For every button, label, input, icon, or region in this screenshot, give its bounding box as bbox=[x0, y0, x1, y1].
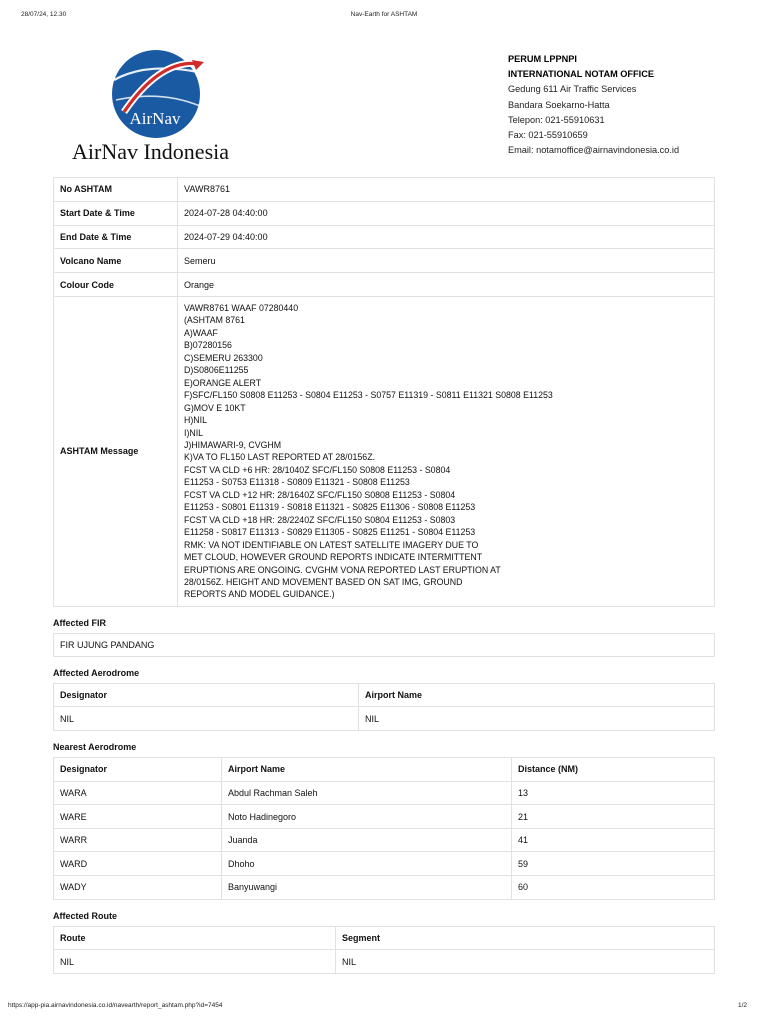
end-date-label: End Date & Time bbox=[54, 225, 178, 249]
start-date-label: Start Date & Time bbox=[54, 201, 178, 225]
designator-cell: WARE bbox=[54, 805, 222, 829]
table-row bbox=[54, 225, 715, 249]
volcano-name-label: Volcano Name bbox=[54, 249, 178, 273]
table-row bbox=[54, 781, 715, 805]
org-office: INTERNATIONAL NOTAM OFFICE bbox=[508, 69, 654, 80]
table-row bbox=[54, 249, 715, 273]
column-header-route: Route bbox=[54, 926, 336, 950]
ashtam-info-table bbox=[53, 177, 715, 607]
affected-fir-value: FIR UJUNG PANDANG bbox=[53, 633, 715, 657]
affected-fir-heading: Affected FIR bbox=[53, 617, 107, 628]
table-row bbox=[54, 852, 715, 876]
distance-cell: 13 bbox=[512, 781, 715, 805]
designator-cell: WARD bbox=[54, 852, 222, 876]
airport-name-cell: Abdul Rachman Saleh bbox=[222, 781, 512, 805]
table-header-row bbox=[54, 758, 715, 782]
print-page-title: Nav-Earth for ASHTAM bbox=[350, 11, 418, 18]
table-row bbox=[54, 876, 715, 900]
no-ashtam-label: No ASHTAM bbox=[54, 178, 178, 202]
org-fax: Fax: 021-55910659 bbox=[508, 130, 588, 141]
designator-cell: WARA bbox=[54, 781, 222, 805]
column-header-distance: Distance (NM) bbox=[512, 758, 715, 782]
nearest-aerodrome-heading: Nearest Aerodrome bbox=[53, 742, 137, 753]
table-row bbox=[54, 707, 715, 731]
designator-cell: WADY bbox=[54, 876, 222, 900]
logo-badge-text: AirNav bbox=[129, 109, 181, 128]
volcano-name-value: Semeru bbox=[178, 249, 715, 273]
airport-name-cell: Noto Hadinegoro bbox=[222, 805, 512, 829]
table-row bbox=[54, 201, 715, 225]
distance-cell: 60 bbox=[512, 876, 715, 900]
airport-name-cell: Dhoho bbox=[222, 852, 512, 876]
designator-cell: WARR bbox=[54, 828, 222, 852]
print-url: https://app-pia.airnavindonesia.co.id/navearth/report_ashtam.php?id=7454 bbox=[8, 1002, 223, 1009]
column-header-designator: Designator bbox=[54, 758, 222, 782]
column-header-designator: Designator bbox=[54, 683, 359, 707]
org-name: PERUM LPPNPI bbox=[508, 54, 577, 64]
distance-cell: 59 bbox=[512, 852, 715, 876]
affected-route-heading: Affected Route bbox=[53, 910, 118, 921]
org-contact-block bbox=[508, 52, 748, 158]
print-timestamp: 28/07/24, 12.30 bbox=[21, 11, 67, 18]
table-header-row bbox=[54, 926, 715, 950]
airport-name-cell: Banyuwangi bbox=[222, 876, 512, 900]
airport-name-cell: Juanda bbox=[222, 828, 512, 852]
affected-route-table bbox=[53, 926, 715, 974]
table-row bbox=[54, 828, 715, 852]
nearest-aerodrome-table bbox=[53, 757, 715, 900]
end-date-value: 2024-07-29 04:40:00 bbox=[178, 225, 715, 249]
route-cell: NIL bbox=[54, 950, 336, 974]
report-body bbox=[53, 177, 715, 974]
table-row bbox=[54, 273, 715, 297]
column-header-airport-name: Airport Name bbox=[359, 683, 715, 707]
colour-code-value: Orange bbox=[178, 273, 715, 297]
start-date-value: 2024-07-28 04:40:00 bbox=[178, 201, 715, 225]
org-phone: Telepon: 021-55910631 bbox=[508, 114, 605, 125]
ashtam-message-value: VAWR8761 WAAF 07280440 (ASHTAM 8761 A)WAAF B)07280156 C)SEMERU 263300 D)S0806E11255 E)ORANGE ALERT F)SFC/FL150 S0808 E11253 - S0804 E11253 - S0757 E11319 - S0811 E11321 S0808 E11253 G)MOV E 10KT H)NIL I)NIL J)HIMAWARI-9, CVGHM K)VA TO FL150 LAST REPORTED AT 28/0156Z. FCST VA CLD +6 HR: 28/1040Z SFC/FL150 S0808 E11253 - S0804 E11253 - S0753 E11318 - S0809 E11321 - S0808 E11253 FCST VA CLD +12 HR: 28/1640Z SFC/FL150 S0808 E11253 - S0804 E11253 - S0801 E11319 - S0818 E11321 - S0825 E11306 - S0808 E11253 FCST VA CLD +18 HR: 28/2240Z SFC/FL150 S0804 E11253 - S0803 E11258 - S0817 E11313 - S0829 E11305 - S0825 E11251 - S0804 E11253 RMK: VA NOT IDENTIFIABLE ON LATEST SATELLITE IMAGERY DUE TO MET CLOUD, HOWEVER GROUND REPORTS INDICATE INTERMITTENT ERUPTIONS ARE ONGOING. CVGHM VONA REPORTED LAST ERUPTION AT 28/0156Z. HEIGHT AND MOVEMENT BASED ON SAT IMG, GROUND REPORTS AND MODEL GUIDANCE.) bbox=[178, 296, 715, 606]
logo-wordmark: AirNav Indonesia bbox=[72, 139, 230, 162]
table-row bbox=[54, 296, 715, 606]
table-header-row bbox=[54, 683, 715, 707]
colour-code-label: Colour Code bbox=[54, 273, 178, 297]
segment-cell: NIL bbox=[336, 950, 715, 974]
distance-cell: 41 bbox=[512, 828, 715, 852]
affected-aerodrome-table bbox=[53, 683, 715, 731]
table-row bbox=[54, 950, 715, 974]
print-page-number: 1/2 bbox=[737, 1002, 747, 1009]
print-header bbox=[0, 11, 768, 25]
org-airport: Bandara Soekarno-Hatta bbox=[508, 99, 610, 110]
print-footer bbox=[0, 1002, 768, 1014]
airport-name-cell: NIL bbox=[359, 707, 715, 731]
affected-aerodrome-heading: Affected Aerodrome bbox=[53, 667, 140, 678]
ashtam-message-label: ASHTAM Message bbox=[54, 296, 178, 606]
table-row bbox=[54, 805, 715, 829]
distance-cell: 21 bbox=[512, 805, 715, 829]
designator-cell: NIL bbox=[54, 707, 359, 731]
column-header-segment: Segment bbox=[336, 926, 715, 950]
table-row bbox=[54, 178, 715, 202]
org-building: Gedung 611 Air Traffic Services bbox=[508, 84, 637, 95]
column-header-airport-name: Airport Name bbox=[222, 758, 512, 782]
org-email: Email: notamoffice@airnavindonesia.co.id bbox=[508, 145, 680, 156]
no-ashtam-value: VAWR8761 bbox=[178, 178, 715, 202]
airnav-logo bbox=[66, 50, 256, 162]
